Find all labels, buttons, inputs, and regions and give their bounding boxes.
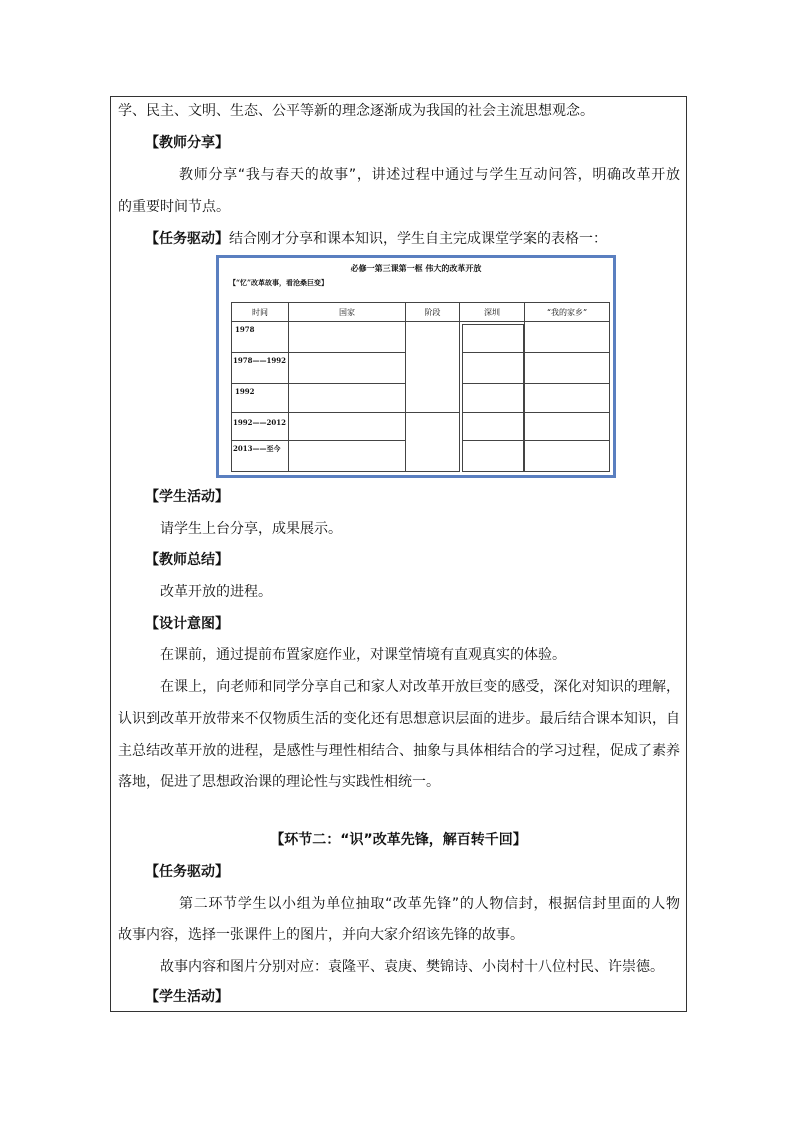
time-label: 2013——至今: [233, 444, 281, 453]
paragraph: 结合刚才分享和课本知识，学生自主完成课堂学案的表格一：: [229, 231, 607, 247]
column-header: 国家: [339, 308, 355, 317]
table-cell: [462, 383, 524, 413]
column-header: “我的家乡”: [546, 308, 588, 317]
section-heading: 【任务驱动】: [145, 864, 229, 880]
section-heading: 【学生活动】: [145, 989, 229, 1005]
worksheet-image: [216, 255, 616, 478]
table-cell: [288, 352, 406, 384]
table-cell: [524, 352, 610, 384]
table-cell: [462, 440, 524, 472]
time-label: 1978: [235, 325, 255, 334]
column-header: 深圳: [484, 308, 500, 317]
paragraph: 故事内容，选择一张课件上的图片，并向大家介绍该先锋的故事。: [118, 927, 524, 943]
time-label: 1992——2012: [233, 418, 286, 427]
paragraph: 第二环节学生以小组为单位抽取“改革先锋”的人物信封，根据信封里面的人物: [179, 896, 680, 912]
time-label: 1978——1992: [233, 356, 286, 365]
paragraph: 主总结改革开放的进程，是感性与理性相结合、抽象与具体相结合的学习过程，促成了素养: [118, 743, 680, 759]
column-header: 阶段: [424, 308, 441, 317]
paragraph: 在课前，通过提前布置家庭作业，对课堂情境有直观真实的体验。: [160, 647, 566, 663]
paragraph: 改革开放的进程。: [160, 584, 272, 600]
paragraph: 学、民主、文明、生态、公平等新的理念逐渐成为我国的社会主流思想观念。: [118, 103, 594, 119]
table-cell: [405, 412, 460, 472]
section-heading: 【学生活动】: [145, 489, 229, 505]
paragraph: 故事内容和图片分别对应：袁隆平、袁庚、樊锦诗、小岗村十八位村民、许崇德。: [160, 959, 664, 975]
section-heading: 【教师总结】: [145, 552, 229, 568]
time-label: 1992: [235, 387, 255, 396]
table-cell: [288, 440, 406, 472]
table-cell: [462, 352, 524, 384]
table-cell: [524, 440, 610, 472]
worksheet-subtitle: 【“忆”改革故事，看沧桑巨变】: [229, 278, 329, 287]
table-cell: [462, 412, 524, 441]
task-drive-line: [145, 229, 607, 249]
table-cell: [405, 321, 460, 413]
table-cell: [288, 321, 406, 353]
paragraph: 教师分享“我与春天的故事”，讲述过程中通过与学生互动问答，明确改革开放: [179, 167, 680, 183]
table-cell: [524, 383, 610, 413]
column-header: 时间: [252, 308, 268, 317]
section-heading: 【教师分享】: [145, 135, 229, 151]
table-cell: [462, 324, 524, 353]
worksheet-title: 必修一第三课第一框 伟大的改革开放: [350, 263, 482, 273]
table-cell: [288, 412, 406, 441]
paragraph: 认识到改革开放带来不仅物质生活的变化还有思想意识层面的进步。最后结合课本知识，自: [118, 711, 680, 727]
table-cell: [524, 321, 610, 353]
paragraph: 请学生上台分享，成果展示。: [160, 521, 342, 537]
section-title: 【环节二：“识”改革先锋，解百转千回】: [270, 832, 527, 848]
paragraph: 在课上，向老师和同学分享自己和家人对改革开放巨变的感受，深化对知识的理解，: [160, 679, 680, 695]
section-heading: 【设计意图】: [145, 616, 229, 632]
section-heading: 【任务驱动】: [145, 231, 229, 247]
paragraph: 的重要时间节点。: [118, 199, 230, 215]
table-cell: [524, 412, 610, 441]
paragraph: 落地，促进了思想政治课的理论性与实践性相统一。: [118, 774, 440, 790]
table-cell: [288, 383, 406, 413]
